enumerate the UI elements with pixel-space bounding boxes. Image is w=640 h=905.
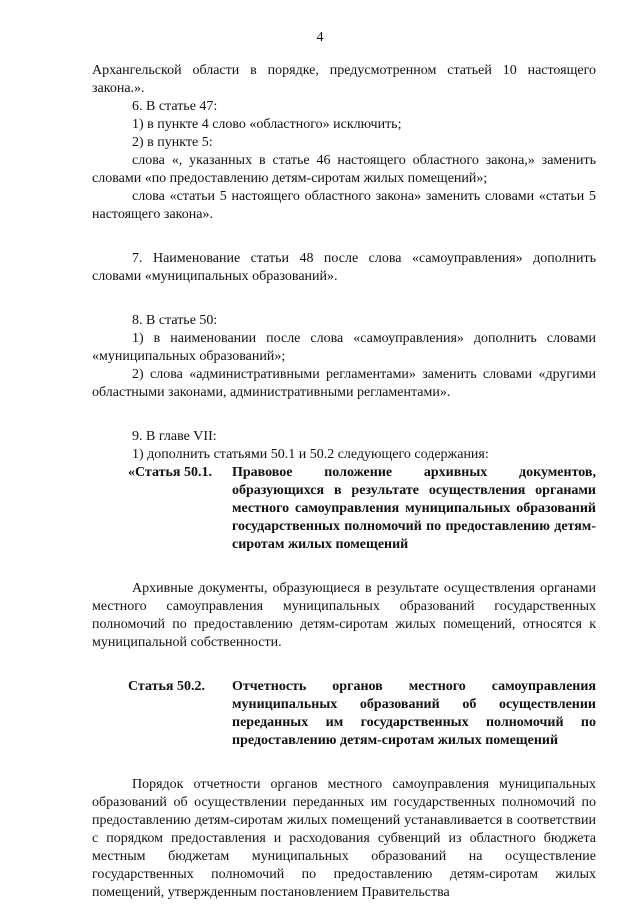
article-50-2-number: Статья 50.2.	[128, 679, 205, 694]
paragraph-item-8-2: 2) слова «административными регламентами» заменить словами «другими областными законами, административными регламентами».	[92, 367, 596, 400]
paragraph-item-6-2-a: слова «, указанных в статье 46 настоящего областного закона,» заменить словами «по предоставлению детям-сиротам жилых помещений»;	[92, 153, 596, 186]
article-50-2-body: Порядок отчетности органов местного самоуправления муниципальных образований об осуществлении переданных им государственных полномочий по предоставлению детям-сиротам жилых помещений устанавливается в соответствии с порядком предоставления и расходования субвенций из областного бюджета местным бюджетам муниципальных образований на осуществление государственных полномочий по предоставлению детям-сиротам жилых помещений, утвержденным постановлением Правительства	[92, 777, 596, 900]
paragraph-item-9-1: 1) дополнить статьями 50.1 и 50.2 следующего содержания:	[132, 447, 489, 462]
paragraph-item-8-1: 1) в наименовании после слова «самоуправления» дополнить словами «муниципальных образований»;	[92, 331, 596, 364]
paragraph-item-6-1: 1) в пункте 4 слово «областного» исключить;	[132, 117, 402, 132]
article-50-2-heading	[92, 678, 596, 750]
spacer	[92, 554, 596, 580]
paragraph-item-6-2: 2) в пункте 5:	[132, 135, 213, 150]
article-50-1-heading	[92, 464, 596, 554]
spacer	[92, 750, 596, 776]
article-50-1-title: Правовое положение архивных документов, образующихся в результате осуществления органами местного самоуправления муниципальных образований государственных полномочий по предоставлению детям-сиротам жилых помещений	[232, 465, 596, 552]
article-50-1-body: Архивные документы, образующиеся в результате осуществления органами местного самоуправления муниципальных образований государственных полномочий по предоставлению детям-сиротам жилых помещений, относятся к муниципальной собственности.	[92, 581, 596, 650]
spacer	[92, 224, 596, 250]
document-body	[92, 62, 596, 902]
paragraph-item-8: 8. В статье 50:	[132, 313, 218, 328]
paragraph-item-9: 9. В главе VII:	[132, 429, 217, 444]
paragraph-item-6: 6. В статье 47:	[132, 99, 218, 114]
paragraph-continuation: Архангельской области в порядке, предусмотренном статьей 10 настоящего закона.».	[92, 63, 596, 96]
page-number: 4	[316, 30, 324, 45]
spacer	[92, 402, 596, 428]
article-50-1-number: «Статья 50.1.	[128, 465, 212, 480]
spacer	[92, 286, 596, 312]
article-50-2-title: Отчетность органов местного самоуправления муниципальных образований об осуществлении переданных им государственных полномочий по предоставлению детям-сиротам жилых помещений	[232, 679, 596, 748]
paragraph-item-6-2-b: слова «статьи 5 настоящего областного закона» заменить словами «статьи 5 настоящего закона».	[92, 189, 596, 222]
spacer	[92, 652, 596, 678]
paragraph-item-7: 7. Наименование статьи 48 после слова «самоуправления» дополнить словами «муниципальных образований».	[92, 251, 596, 284]
